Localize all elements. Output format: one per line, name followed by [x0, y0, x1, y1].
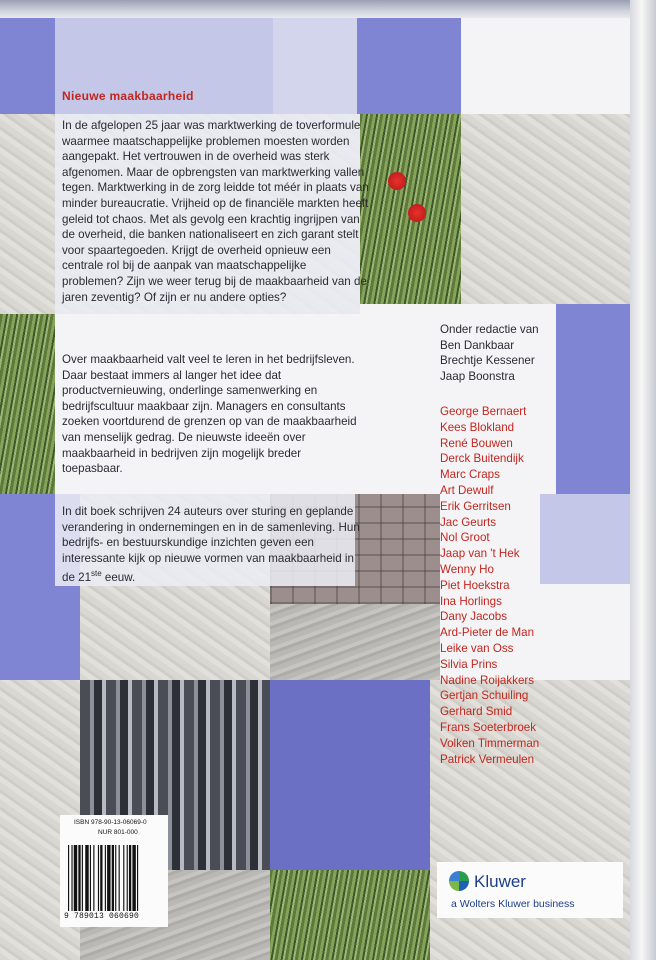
barcode-bar: [100, 845, 102, 911]
author-name: Nadine Roijakkers: [440, 673, 535, 687]
blurb-paragraph-1: In de afgelopen 25 jaar was marktwerking de toverformule waarmee maatschappelijke problemen moesten worden aangepakt. Het vertrouwen in de overheid was sterk afgenomen. Maar de opbrengsten van marktwerking vallen tegen. Marktwerking in de zorg leidde tot méér in plaats van minder bureaucratie. Vrijheid op de financiële markten heeft geleid tot chaos. Met als gevolg een krachtig ingrijpen van de overheid, die banken nationaliseert en zich garant stelt voor spaartegoeden. Krijgt de overheid opnieuw een centrale rol bij de aanpak van maatschappelijke problemen? Zijn we weer terug bij de maakbaarheid van de jaren zeventig? Of zijn er nu andere opties?: [62, 119, 369, 304]
barcode-bar: [107, 845, 110, 911]
barcode-bar: [127, 845, 128, 911]
poppy-flower: [408, 204, 426, 222]
author-name: Kees Blokland: [440, 420, 515, 434]
publisher-tagline: a Wolters Kluwer business: [451, 898, 575, 910]
photo-grass: [270, 870, 430, 960]
author-name: Leike van Oss: [440, 641, 514, 655]
photo-sand: [461, 114, 630, 304]
editor-name: Ben Dankbaar: [440, 338, 515, 352]
barcode-bar: [90, 845, 91, 911]
author-name: Marc Craps: [440, 468, 500, 482]
author-name: Ard-Pieter de Man: [440, 626, 535, 640]
tile-purple: [270, 680, 430, 870]
author-name: Gerhard Smid: [440, 705, 513, 719]
barcode-bar: [112, 845, 114, 911]
nur-text: NUR 801-000: [98, 829, 138, 836]
barcode-bar: [85, 845, 88, 911]
photo-concrete: [270, 604, 440, 680]
kluwer-globe-icon: [449, 871, 469, 891]
blurb-text: eeuw.: [101, 571, 136, 585]
publisher-name: Kluwer: [474, 872, 526, 891]
author-name: Frans Soeterbroek: [440, 720, 537, 734]
barcode-bar: [78, 845, 80, 911]
blurb-paragraph-2: Over maakbaarheid valt veel te leren in het bedrijfsleven. Daar bestaat immers al langer het idee dat productvernieuwing, onderlinge samenwerking en bedrijfscultuur maakbaar zijn. Managers en consultants zoeken voortdurend de grenzen op van de maakbaarheid van menselijk gedrag. De nieuwste ideeën over maakbaarheid in bedrijven zijn mogelijk breder toepasbaar.: [62, 353, 357, 476]
author-name: Art Dewulf: [440, 483, 494, 497]
tile-purple: [357, 18, 461, 114]
barcode-bar: [74, 845, 77, 911]
author-name: Derck Buitendijk: [440, 452, 524, 466]
barcode-number: 9 789013 060690: [64, 912, 140, 921]
author-name: Wenny Ho: [440, 562, 494, 576]
photo-grass: [0, 314, 55, 494]
barcode-bar: [82, 845, 83, 911]
author-name: Piet Hoekstra: [440, 578, 510, 592]
barcode-bar: [93, 845, 94, 911]
barcode-bar: [98, 845, 99, 911]
barcode-bar: [132, 845, 135, 911]
editor-name: Brechtje Kessener: [440, 354, 535, 368]
author-name: Patrick Vermeulen: [440, 752, 535, 766]
author-name: Volken Timmerman: [440, 736, 540, 750]
barcode-bar: [123, 845, 124, 911]
isbn-text: ISBN 978-90-13-06069-0: [74, 819, 147, 826]
barcode-bar: [105, 845, 106, 911]
barcode-bar: [115, 845, 116, 911]
ordinal-suffix: ste: [91, 569, 102, 579]
barcode-bar: [68, 845, 69, 911]
author-name: Ina Horlings: [440, 594, 502, 608]
author-name: Dany Jacobs: [440, 610, 508, 624]
blurb-paragraph-3: [62, 504, 362, 586]
author-name: George Bernaert: [440, 405, 527, 418]
author-name: Nol Groot: [440, 531, 490, 545]
barcode-bar: [119, 845, 120, 911]
poppy-flower: [388, 172, 406, 190]
author-name: Gertjan Schuiling: [440, 689, 529, 703]
book-title: Nieuwe maakbaarheid: [62, 89, 194, 103]
author-name: Jaap van 't Hek: [440, 547, 520, 561]
blurb-text: In dit boek schrijven 24 auteurs over sturing en geplande verandering in ondernemingen en in de samenleving. Hun bedrijfs- en bestuurskundige inzichten geven een interessante kijk op nieuwe vormen van maakbaarheid in de 21: [62, 505, 360, 585]
editors-heading: Onder redactie van: [440, 323, 539, 336]
editors-block: [440, 322, 640, 384]
editor-name: Jaap Boonstra: [440, 369, 515, 383]
author-name: Erik Gerritsen: [440, 499, 511, 513]
barcode-bar: [71, 845, 72, 911]
tile-lilac: [273, 18, 357, 114]
author-name: Jac Geurts: [440, 515, 497, 529]
authors-list: [440, 404, 640, 767]
photo-sand: [0, 114, 55, 314]
barcode-bar: [137, 845, 138, 911]
spine-top-edge: [0, 0, 656, 18]
tile-purple: [0, 18, 55, 114]
barcode-bar: [129, 845, 131, 911]
author-name: Silvia Prins: [440, 657, 498, 671]
author-name: René Bouwen: [440, 436, 513, 450]
barcode-bars: [68, 845, 162, 911]
